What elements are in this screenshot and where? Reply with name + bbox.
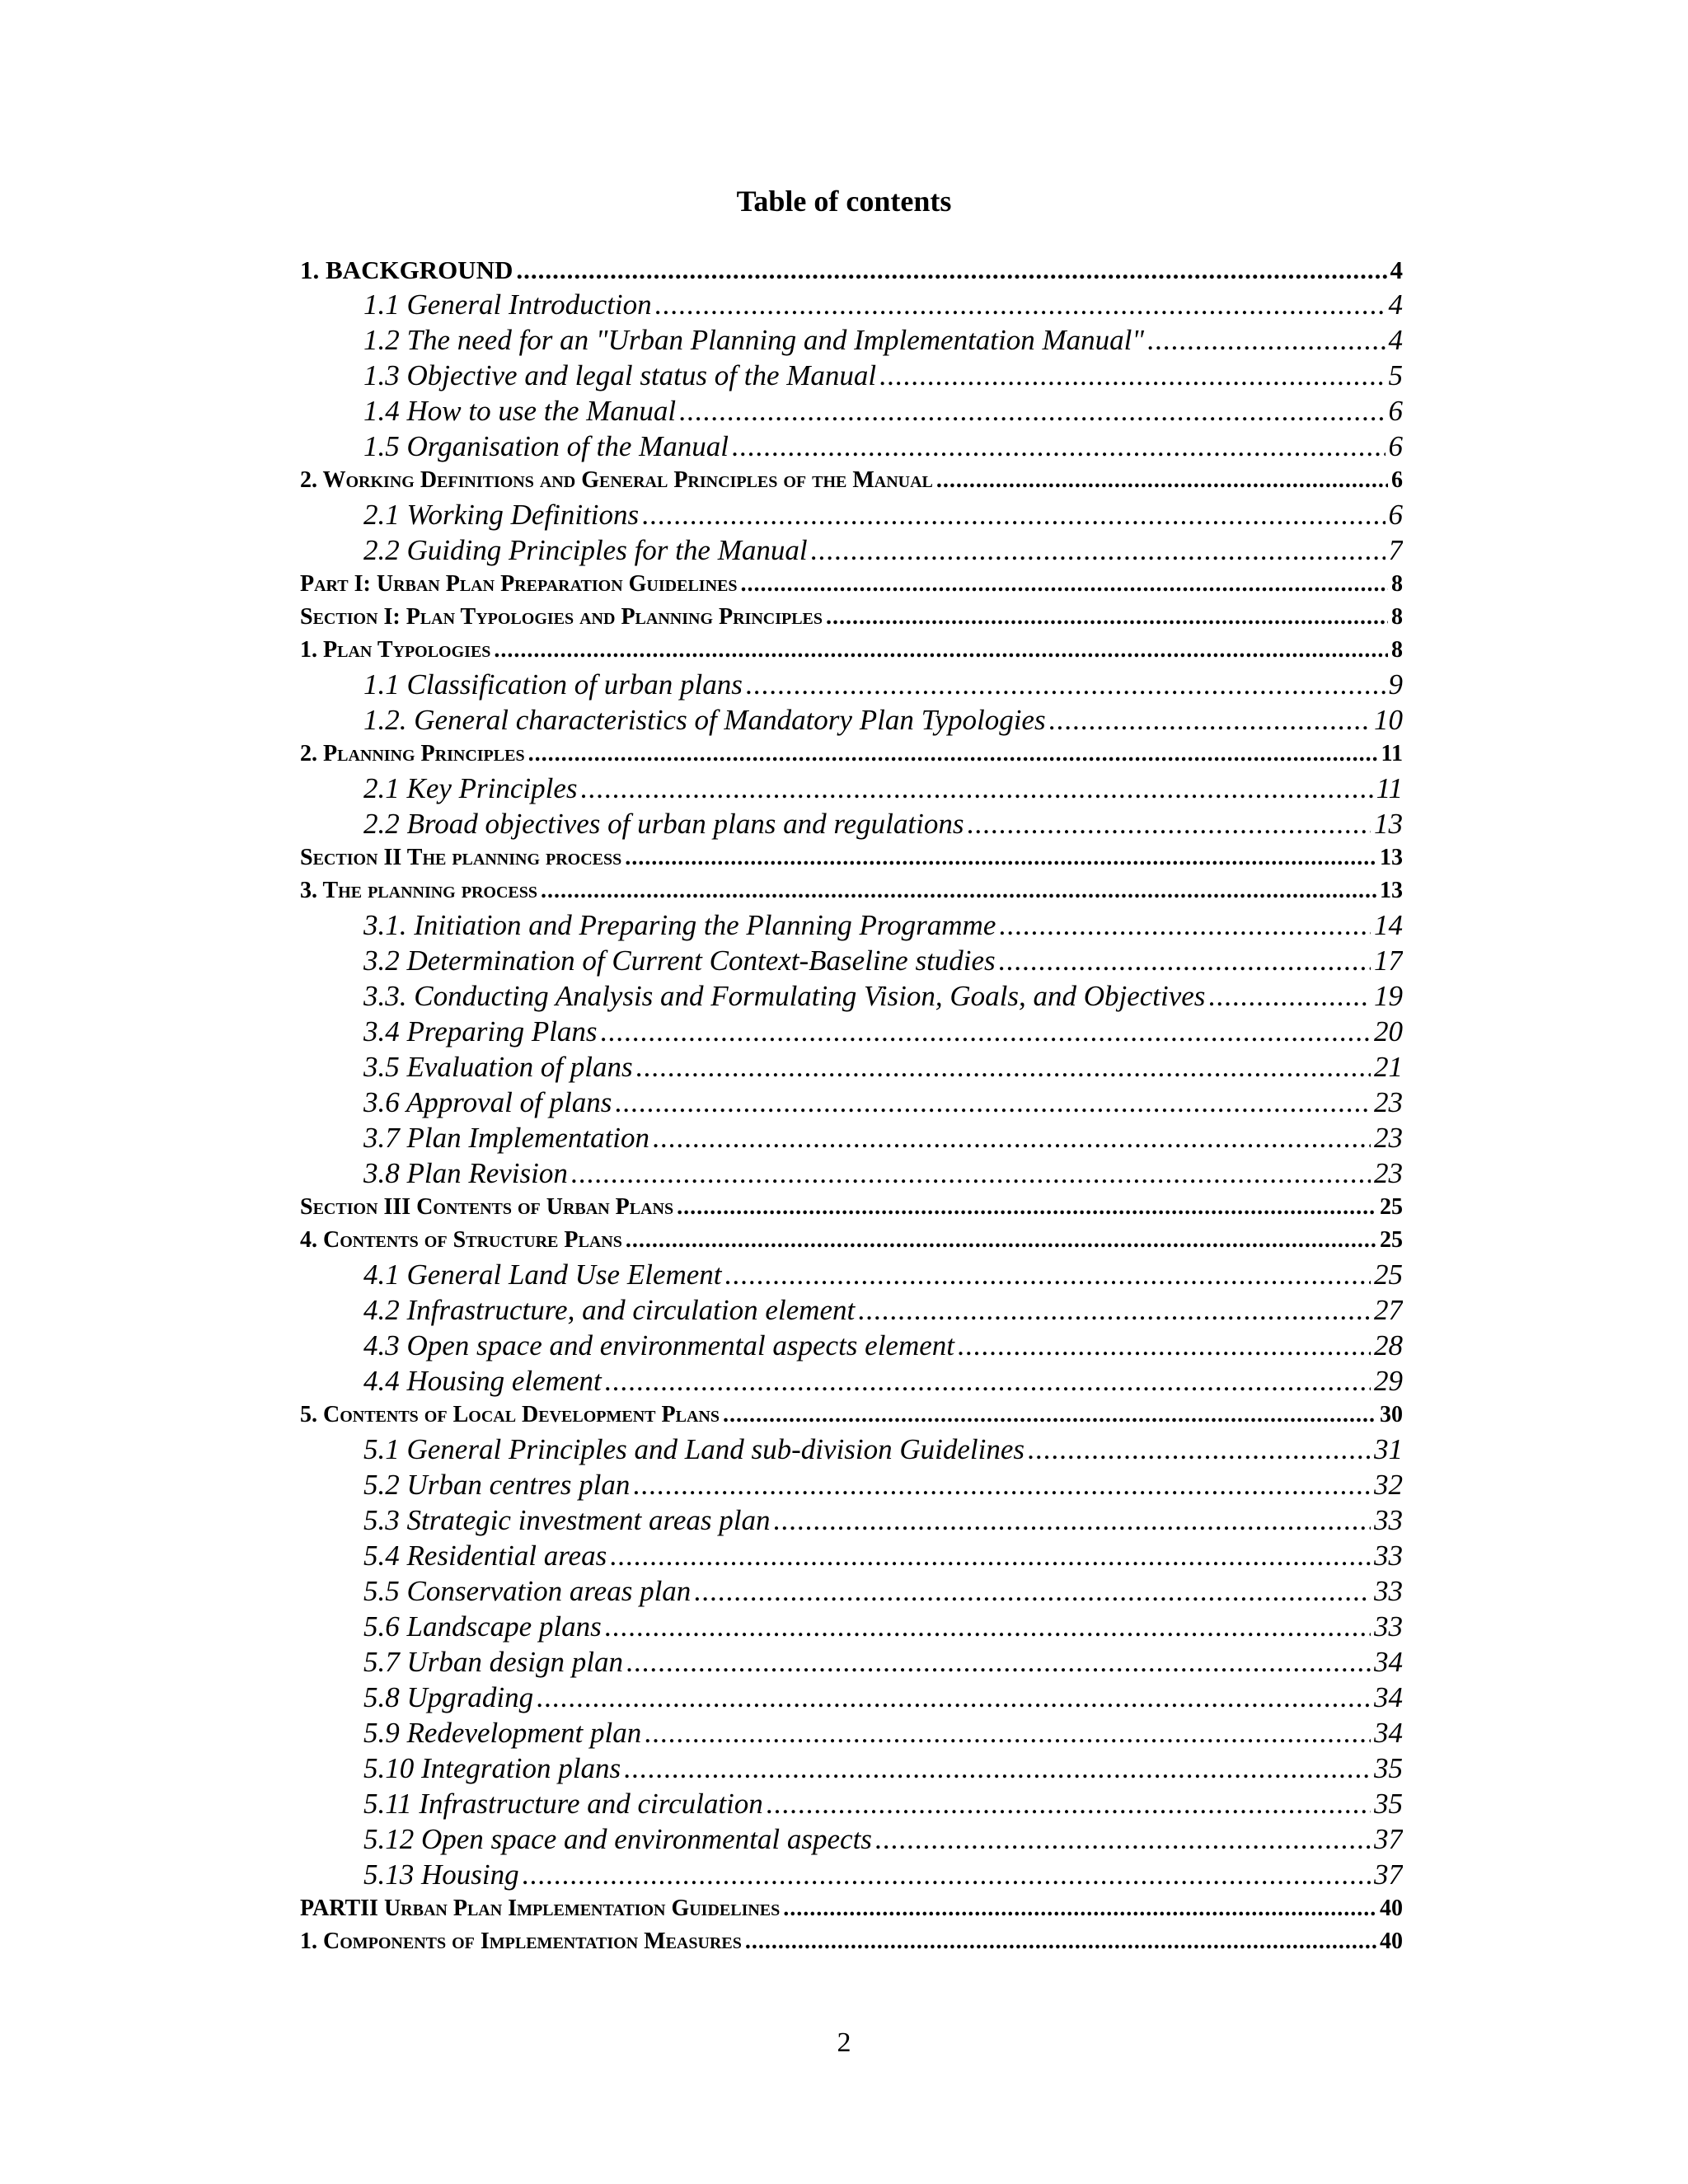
toc-dot-leader xyxy=(642,497,1385,532)
toc-dot-leader xyxy=(625,841,1376,874)
toc-entry-page: 4 xyxy=(1388,288,1403,321)
toc-entry-label: 5. Contents of Local Development Plans xyxy=(300,1402,720,1427)
toc-entry-label: Section III Contents of Urban Plans xyxy=(300,1194,674,1220)
toc-entry-page: 33 xyxy=(1374,1575,1403,1607)
toc-dot-leader xyxy=(679,393,1385,429)
toc-dot-leader xyxy=(677,1191,1376,1224)
toc-entry-page: 8 xyxy=(1391,571,1403,597)
toc-entry-page: 35 xyxy=(1374,1788,1403,1820)
toc-entry-label: 2. Working Definitions and General Principles of the Manual xyxy=(300,467,933,493)
toc-dot-leader xyxy=(936,464,1388,497)
toc-dot-leader xyxy=(858,1292,1371,1328)
toc-entry-page: 35 xyxy=(1374,1752,1403,1784)
toc-dot-leader xyxy=(999,943,1371,978)
toc-dot-leader xyxy=(528,738,1378,771)
toc-entry-page: 40 xyxy=(1380,1929,1403,1954)
toc-dot-leader xyxy=(571,1155,1371,1191)
toc-entry-page: 11 xyxy=(1381,741,1403,766)
toc-entry-label: 1.1 General Introduction xyxy=(363,288,652,321)
toc-dot-leader xyxy=(725,1257,1371,1292)
toc-entry-page: 10 xyxy=(1374,704,1403,736)
toc-dot-leader xyxy=(767,1786,1371,1821)
toc-entry-page: 32 xyxy=(1374,1469,1403,1501)
toc-entry-page: 34 xyxy=(1374,1717,1403,1749)
toc-entry-page: 33 xyxy=(1374,1610,1403,1643)
toc-entry[interactable] xyxy=(300,1609,1403,1644)
toc-entry[interactable] xyxy=(300,1049,1403,1085)
toc-entry[interactable] xyxy=(300,532,1403,568)
toc-entry[interactable] xyxy=(300,1680,1403,1715)
toc-dot-leader xyxy=(601,1014,1371,1049)
toc-entry-page: 34 xyxy=(1374,1646,1403,1678)
toc-entry-label: 5.5 Conservation areas plan xyxy=(363,1575,692,1607)
toc-entry-label: 1.3 Objective and legal status of the Manual xyxy=(363,359,877,391)
toc-entry-label: 3.1. Initiation and Preparing the Planning Programme xyxy=(363,909,996,941)
toc-entry-page: 13 xyxy=(1380,878,1403,903)
toc-entry-label: 1.2 The need for an "Urban Planning and Implementation Manual" xyxy=(363,324,1145,356)
toc-entry-label: Section II The planning process xyxy=(300,845,622,870)
toc-entry[interactable] xyxy=(300,1573,1403,1609)
toc-entry[interactable] xyxy=(300,358,1403,393)
toc-entry-label: 3.2 Determination of Current Context-Baseline studies xyxy=(363,944,996,977)
toc-entry[interactable] xyxy=(300,841,1403,874)
toc-dot-leader xyxy=(541,874,1376,907)
toc-dot-leader xyxy=(494,634,1388,667)
toc-entry-label: 5.4 Residential areas xyxy=(363,1540,607,1572)
toc-dot-leader xyxy=(636,1049,1371,1085)
toc-entry[interactable] xyxy=(300,771,1403,806)
toc-entry-label: 2.1 Key Principles xyxy=(363,772,578,804)
toc-dot-leader xyxy=(626,1224,1376,1257)
toc-entry[interactable] xyxy=(300,874,1403,907)
toc-dot-leader xyxy=(624,1750,1371,1786)
toc-entry-page: 23 xyxy=(1374,1086,1403,1118)
toc-entry-page: 4 xyxy=(1390,255,1403,284)
toc-entry-label: 1.5 Organisation of the Manual xyxy=(363,430,729,462)
toc-entry[interactable] xyxy=(300,1224,1403,1257)
toc-entry-label: 3.5 Evaluation of plans xyxy=(363,1051,633,1083)
toc-entry[interactable] xyxy=(300,287,1403,322)
toc-dot-leader xyxy=(1049,702,1371,738)
toc-entry-label: 2.2 Guiding Principles for the Manual xyxy=(363,534,808,566)
toc-entry-label: 2.2 Broad objectives of urban plans and regulations xyxy=(363,808,964,840)
toc-entry[interactable] xyxy=(300,1644,1403,1680)
toc-entry-label: 1.2. General characteristics of Mandatory Plan Typologies xyxy=(363,704,1046,736)
toc-entry[interactable] xyxy=(300,601,1403,634)
toc-entry-page: 6 xyxy=(1388,430,1403,462)
toc-entry-label: 5.6 Landscape plans xyxy=(363,1610,602,1643)
toc-entry-label: 4.4 Housing element xyxy=(363,1365,602,1397)
toc-dot-leader xyxy=(516,254,1386,287)
toc-dot-leader xyxy=(523,1857,1371,1892)
toc-entry[interactable] xyxy=(300,1892,1403,1925)
toc-entry-label: Part I: Urban Plan Preparation Guidelines xyxy=(300,571,738,597)
toc-entry-page: 33 xyxy=(1374,1504,1403,1536)
toc-entry[interactable] xyxy=(300,1085,1403,1120)
toc-entry[interactable] xyxy=(300,667,1403,702)
toc-entry-page: 27 xyxy=(1374,1294,1403,1326)
toc-entry[interactable] xyxy=(300,1328,1403,1363)
toc-entry-page: 6 xyxy=(1388,395,1403,427)
toc-entry-page: 13 xyxy=(1374,808,1403,840)
toc-dot-leader xyxy=(581,771,1373,806)
page-title: Table of contents xyxy=(736,185,952,218)
toc-entry-label: 4.3 Open space and environmental aspects element xyxy=(363,1329,954,1361)
toc-dot-leader xyxy=(694,1573,1371,1609)
toc-entry-page: 6 xyxy=(1388,499,1403,531)
toc-dot-leader xyxy=(645,1715,1371,1750)
toc-dot-leader xyxy=(774,1502,1372,1538)
toc-entry[interactable] xyxy=(300,568,1403,601)
toc-entry-label: 1.1 Classification of urban plans xyxy=(363,668,743,701)
toc-entry[interactable] xyxy=(300,429,1403,464)
toc-entry[interactable] xyxy=(300,254,1403,287)
table-of-contents xyxy=(300,254,1403,1958)
toc-entry-page: 37 xyxy=(1374,1823,1403,1855)
toc-entry-page: 4 xyxy=(1388,324,1403,356)
toc-entry[interactable] xyxy=(300,1925,1403,1958)
toc-entry[interactable] xyxy=(300,806,1403,841)
toc-dot-leader xyxy=(999,907,1371,943)
toc-entry[interactable] xyxy=(300,1257,1403,1292)
toc-dot-leader xyxy=(633,1467,1371,1502)
toc-dot-leader xyxy=(610,1538,1371,1573)
toc-entry-page: 23 xyxy=(1374,1122,1403,1154)
toc-entry[interactable] xyxy=(300,1857,1403,1892)
toc-dot-leader xyxy=(605,1609,1371,1644)
toc-entry[interactable] xyxy=(300,393,1403,429)
toc-entry[interactable] xyxy=(300,1467,1403,1502)
toc-dot-leader xyxy=(740,568,1388,601)
toc-dot-leader xyxy=(605,1363,1371,1399)
toc-dot-leader xyxy=(879,358,1385,393)
toc-entry-label: 5.2 Urban centres plan xyxy=(363,1469,631,1501)
toc-dot-leader xyxy=(655,287,1386,322)
toc-entry-page: 6 xyxy=(1391,467,1403,493)
toc-entry-label: 3.8 Plan Revision xyxy=(363,1157,568,1189)
toc-entry-page: 28 xyxy=(1374,1329,1403,1361)
toc-entry-label: PARTII Urban Plan Implementation Guidelines xyxy=(300,1896,781,1921)
toc-entry[interactable] xyxy=(300,497,1403,532)
toc-entry[interactable] xyxy=(300,943,1403,978)
toc-entry-page: 25 xyxy=(1380,1227,1403,1253)
toc-entry[interactable] xyxy=(300,978,1403,1014)
toc-dot-leader xyxy=(783,1892,1376,1925)
toc-entry-page: 13 xyxy=(1380,845,1403,870)
toc-entry-label: 1. BACKGROUND xyxy=(300,255,513,284)
toc-dot-leader xyxy=(1147,322,1385,358)
toc-entry[interactable] xyxy=(300,1750,1403,1786)
toc-entry-label: 4. Contents of Structure Plans xyxy=(300,1227,622,1253)
toc-entry-page: 37 xyxy=(1374,1858,1403,1891)
toc-entry-page: 11 xyxy=(1376,772,1403,804)
toc-entry-page: 34 xyxy=(1374,1681,1403,1713)
toc-entry-page: 5 xyxy=(1388,359,1403,391)
toc-entry-page: 23 xyxy=(1374,1157,1403,1189)
page-number: 2 xyxy=(837,2027,851,2058)
toc-dot-leader xyxy=(615,1085,1371,1120)
toc-entry-label: 4.2 Infrastructure, and circulation element xyxy=(363,1294,856,1326)
toc-entry-label: 5.8 Upgrading xyxy=(363,1681,534,1713)
toc-entry-label: 5.11 Infrastructure and circulation xyxy=(363,1788,763,1820)
toc-entry-label: 3.4 Preparing Plans xyxy=(363,1015,598,1047)
toc-entry-label: 5.12 Open space and environmental aspects xyxy=(363,1823,872,1855)
toc-dot-leader xyxy=(811,532,1386,568)
toc-entry-label: 5.1 General Principles and Land sub-division Guidelines xyxy=(363,1433,1025,1465)
toc-entry-page: 31 xyxy=(1374,1433,1403,1465)
toc-dot-leader xyxy=(1028,1432,1371,1467)
toc-entry-page: 8 xyxy=(1391,604,1403,630)
toc-entry[interactable] xyxy=(300,464,1403,497)
toc-entry-label: 5.10 Integration plans xyxy=(363,1752,621,1784)
toc-entry-page: 20 xyxy=(1374,1015,1403,1047)
toc-entry-label: 4.1 General Land Use Element xyxy=(363,1258,722,1291)
toc-entry[interactable] xyxy=(300,1821,1403,1857)
toc-entry-page: 30 xyxy=(1380,1402,1403,1427)
toc-entry-label: 5.13 Housing xyxy=(363,1858,519,1891)
toc-entry-label: 5.3 Strategic investment areas plan xyxy=(363,1504,771,1536)
toc-entry[interactable] xyxy=(300,1363,1403,1399)
toc-entry-label: 2.1 Working Definitions xyxy=(363,499,640,531)
toc-entry-label: 1. Components of Implementation Measures xyxy=(300,1929,742,1954)
toc-entry[interactable] xyxy=(300,702,1403,738)
toc-dot-leader xyxy=(826,601,1388,634)
toc-dot-leader xyxy=(653,1120,1371,1155)
toc-entry[interactable] xyxy=(300,1432,1403,1467)
toc-entry-label: 3.7 Plan Implementation xyxy=(363,1122,650,1154)
toc-dot-leader xyxy=(875,1821,1371,1857)
toc-dot-leader xyxy=(746,667,1386,702)
toc-entry[interactable] xyxy=(300,1155,1403,1191)
toc-entry-label: 3.3. Conducting Analysis and Formulating Vision, Goals, and Objectives xyxy=(363,980,1206,1012)
toc-entry-label: 1.4 How to use the Manual xyxy=(363,395,677,427)
toc-entry-page: 14 xyxy=(1374,909,1403,941)
toc-entry[interactable] xyxy=(300,1120,1403,1155)
toc-entry[interactable] xyxy=(300,1502,1403,1538)
toc-entry-label: 3.6 Approval of plans xyxy=(363,1086,612,1118)
toc-entry[interactable] xyxy=(300,1399,1403,1432)
toc-entry-page: 21 xyxy=(1374,1051,1403,1083)
toc-dot-leader xyxy=(967,806,1371,841)
toc-entry-label: 3. The planning process xyxy=(300,878,537,903)
toc-dot-leader xyxy=(626,1644,1371,1680)
toc-entry-label: 1. Plan Typologies xyxy=(300,637,491,663)
toc-entry-label: 5.7 Urban design plan xyxy=(363,1646,623,1678)
toc-entry[interactable] xyxy=(300,1191,1403,1224)
toc-dot-leader xyxy=(745,1925,1376,1958)
toc-entry-page: 8 xyxy=(1391,637,1403,663)
toc-entry-page: 19 xyxy=(1374,980,1403,1012)
toc-entry-page: 29 xyxy=(1374,1365,1403,1397)
toc-entry[interactable] xyxy=(300,1715,1403,1750)
toc-entry-page: 25 xyxy=(1374,1258,1403,1291)
toc-dot-leader xyxy=(732,429,1385,464)
toc-entry-page: 9 xyxy=(1388,668,1403,701)
toc-entry-page: 33 xyxy=(1374,1540,1403,1572)
toc-dot-leader xyxy=(1208,978,1371,1014)
toc-entry[interactable] xyxy=(300,634,1403,667)
toc-entry-page: 17 xyxy=(1374,944,1403,977)
toc-entry-page: 7 xyxy=(1388,534,1403,566)
toc-entry-page: 40 xyxy=(1380,1896,1403,1921)
toc-entry[interactable] xyxy=(300,738,1403,771)
toc-entry-label: Section I: Plan Typologies and Planning Principles xyxy=(300,604,823,630)
toc-entry[interactable] xyxy=(300,1014,1403,1049)
toc-entry[interactable] xyxy=(300,322,1403,358)
toc-entry[interactable] xyxy=(300,907,1403,943)
toc-entry[interactable] xyxy=(300,1786,1403,1821)
toc-entry-label: 5.9 Redevelopment plan xyxy=(363,1717,642,1749)
toc-dot-leader xyxy=(723,1399,1376,1432)
toc-entry-label: 2. Planning Principles xyxy=(300,741,525,766)
toc-dot-leader xyxy=(537,1680,1371,1715)
toc-entry[interactable] xyxy=(300,1292,1403,1328)
toc-entry-page: 25 xyxy=(1380,1194,1403,1220)
toc-dot-leader xyxy=(958,1328,1371,1363)
toc-entry[interactable] xyxy=(300,1538,1403,1573)
